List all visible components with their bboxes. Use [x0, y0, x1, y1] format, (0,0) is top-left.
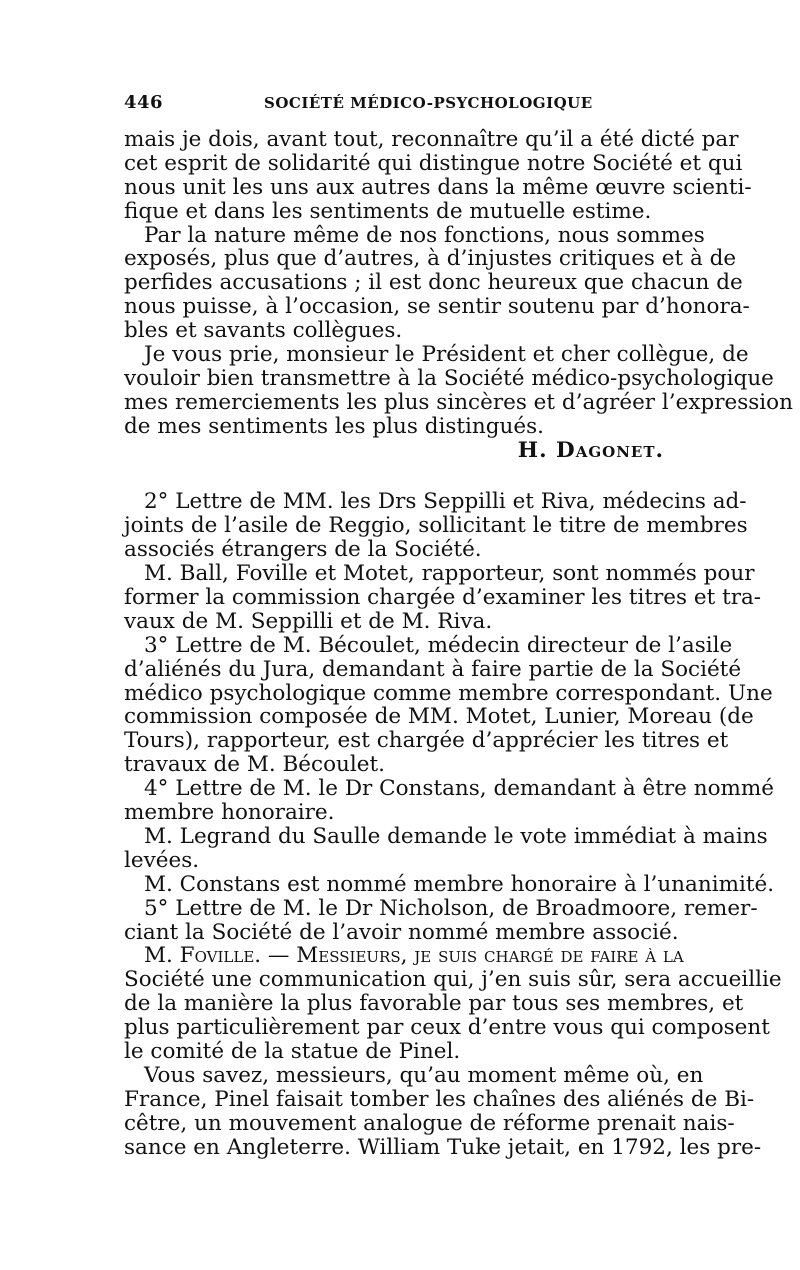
text-line: fique et dans les sentiments de mutuelle estime.: [124, 198, 652, 224]
text-line: Société une communication qui, j’en suis sûr, sera accueillie: [124, 967, 782, 993]
text-line: Vous savez, messieurs, qu’au moment même où, en: [144, 1062, 704, 1088]
text-line: de mes sentiments les plus distingués.: [124, 413, 544, 439]
text-line: Je vous prie, monsieur le Président et cher collègue, de: [144, 342, 749, 368]
text-line: membre honoraire.: [124, 800, 335, 826]
text-line: M. Constans est nommé membre honoraire à l’unanimité.: [144, 871, 775, 897]
text-line: le comité de la statue de Pinel.: [124, 1038, 461, 1064]
text-line: M. Ball, Foville et Motet, rapporteur, sont nommés pour: [144, 561, 755, 587]
text-line: bles et savants collègues.: [124, 318, 403, 344]
running-title: SOCIÉTÉ MÉDICO-PSYCHOLOGIQUE: [264, 94, 593, 112]
text-line: nous unit les uns aux autres dans la même œuvre scienti-: [124, 174, 752, 200]
text-line: cêtre, un mouvement analogue de réforme prenait nais-: [124, 1110, 735, 1136]
text-line: 5° Lettre de M. le Dr Nicholson, de Broadmoore, remer-: [144, 895, 758, 921]
text-line: d’aliénés du Jura, demandant à faire partie de la Société: [124, 656, 742, 682]
text-line: 4° Lettre de M. le Dr Constans, demandant à être nommé: [144, 776, 775, 802]
text-line: mes remerciements les plus sincères et d’agréer l’expression: [124, 389, 793, 415]
text-line: médico psychologique comme membre correspondant. Une: [124, 680, 773, 706]
text-line: France, Pinel faisait tomber les chaînes des aliénés de Bi-: [124, 1086, 755, 1112]
page-number: 446: [124, 92, 164, 113]
text-line: 2° Lettre de MM. les Drs Seppilli et Riva, médecins ad-: [144, 489, 747, 515]
text-line: former la commission chargée d’examiner les titres et tra-: [124, 585, 762, 611]
text-line: de la manière la plus favorable par tous ses membres, et: [124, 991, 744, 1017]
text-line: Tours), rapporteur, est chargée d’apprécier les titres et: [124, 728, 729, 754]
text-line: M. Foville. — Messieurs, je suis chargé de faire à la: [144, 943, 684, 969]
running-header: [124, 92, 676, 116]
text-line: vouloir bien transmettre à la Société médico-psychologique: [124, 365, 774, 391]
text-line: levées.: [124, 847, 200, 873]
text-line: associés étrangers de la Société.: [124, 537, 482, 563]
text-line: vaux de M. Seppilli et de M. Riva.: [124, 608, 493, 634]
text-line: perfides accusations ; il est donc heureux que chacun de: [124, 270, 743, 296]
text-line: travaux de M. Bécoulet.: [124, 752, 385, 778]
text-line: sance en Angleterre. William Tuke jetait, en 1792, les pre-: [124, 1134, 762, 1160]
paragraph-gap: [124, 462, 676, 490]
text-line: exposés, plus que d’autres, à d’injustes critiques et à de: [124, 246, 737, 272]
text-line: Par la nature même de nos fonctions, nous sommes: [144, 222, 705, 248]
text-line: 3° Lettre de M. Bécoulet, médecin directeur de l’asile: [144, 632, 733, 658]
text-line: M. Legrand du Saulle demande le vote immédiat à mains: [144, 823, 768, 849]
text-line: commission composée de MM. Motet, Lunier, Moreau (de: [124, 704, 754, 730]
text-line: plus particulièrement par ceux d’entre vous qui composent: [124, 1015, 770, 1041]
text-line: cet esprit de solidarité qui distingue notre Société et qui: [124, 150, 743, 176]
text-line: mais je dois, avant tout, reconnaître qu’il a été dicté par: [124, 127, 739, 152]
text-line: ciant la Société de l’avoir nommé membre associé.: [124, 919, 679, 945]
body-text: [124, 127, 793, 1160]
text-line: joints de l’asile de Reggio, sollicitant le titre de membres: [124, 513, 748, 539]
text-line: nous puisse, à l’occasion, se sentir soutenu par d’honora-: [124, 294, 750, 320]
signature: H. Dagonet.: [517, 437, 664, 463]
